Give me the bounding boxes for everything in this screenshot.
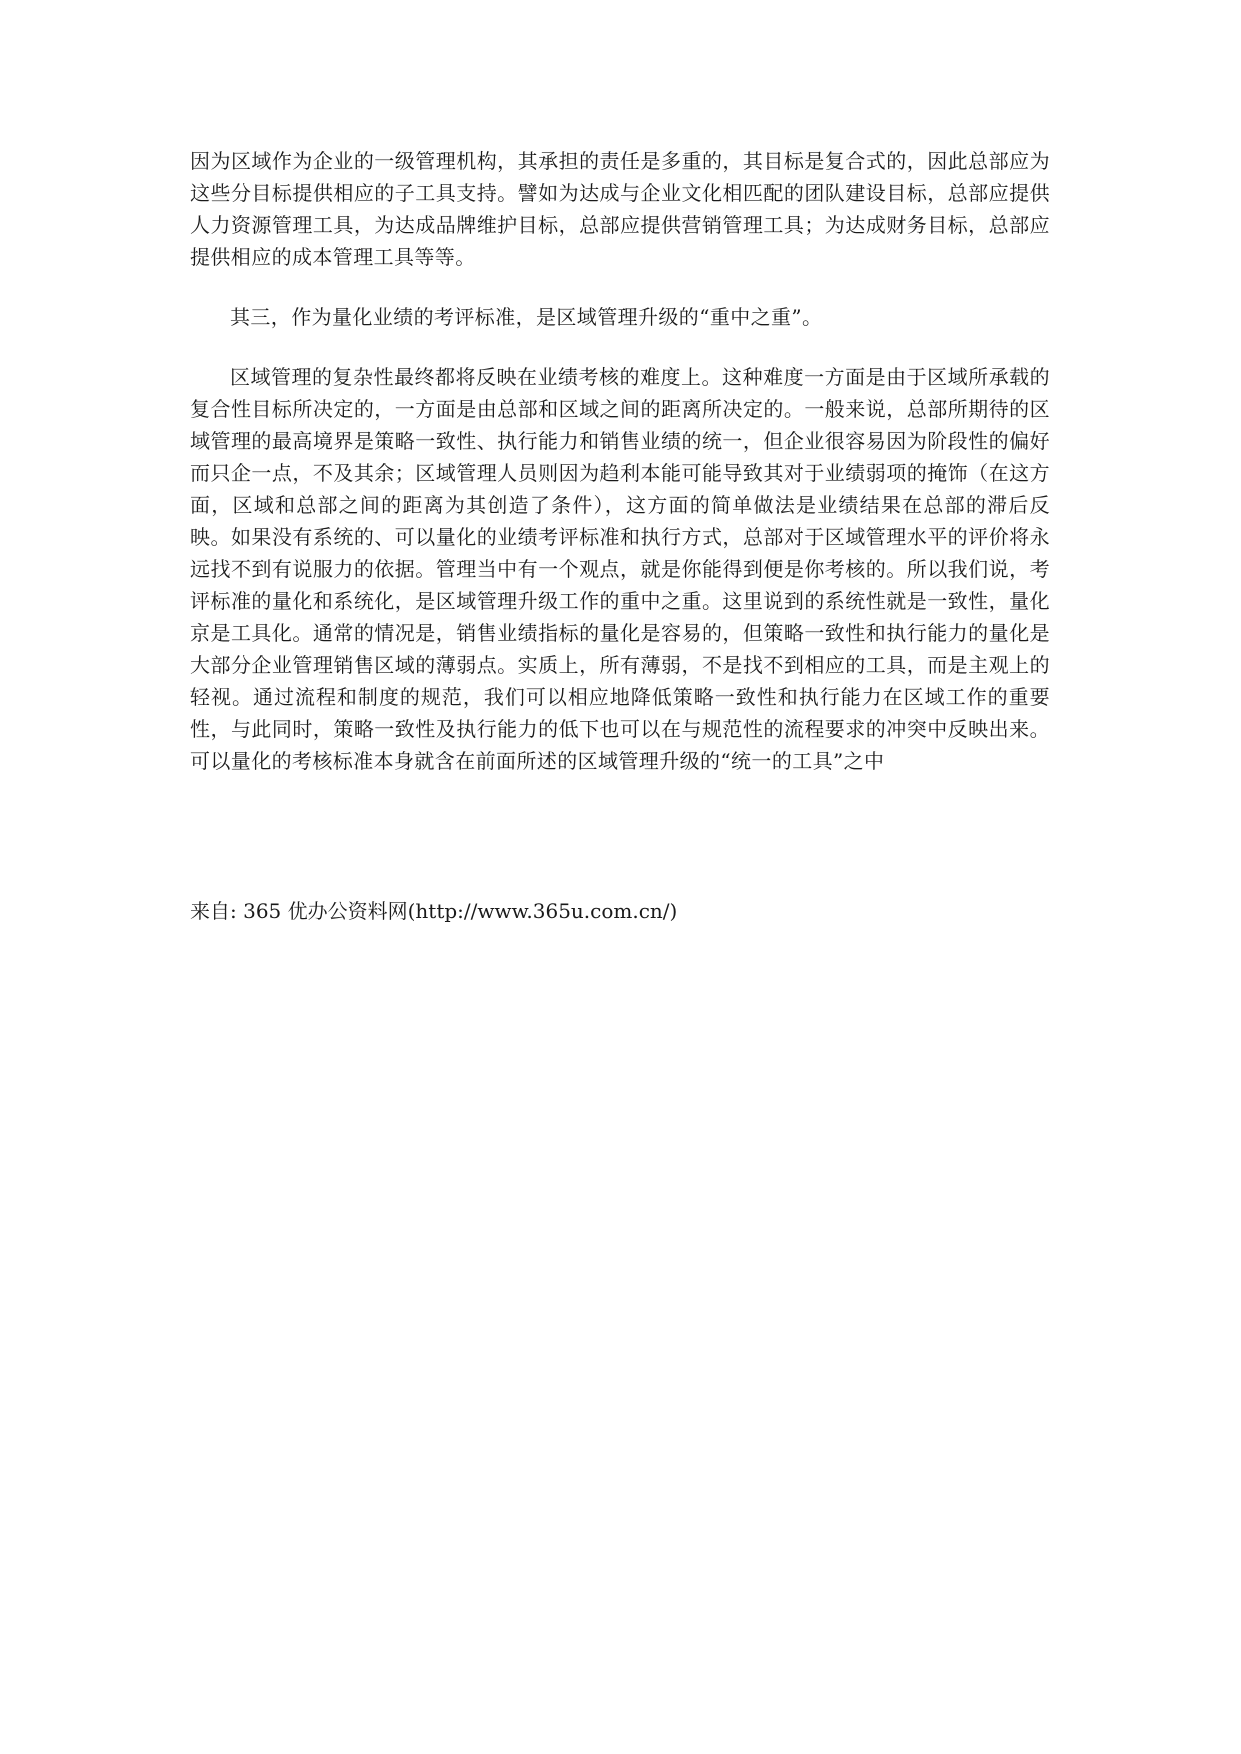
paragraph-performance-assessment: 区域管理的复杂性最终都将反映在业绩考核的难度上。这种难度一方面是由于区域所承载的复合性目标所决定的，一方面是由总部和区域之间的距离所决定的。一般来说，总部所期待的区域管理的最高境界是策略一致性、执行能力和销售业绩的统一，但企业很容易因为阶段性的偏好而只企一点，不及其余；区域管理人员则因为趋利本能可能导致其对于业绩弱项的掩饰（在这方面，区域和总部之间的距离为其创造了条件），这方面的简单做法是业绩结果在总部的滞后反映。如果没有系统的、可以量化的业绩考评标准和执行方式，总部对于区域管理水平的评价将永远找不到有说服力的依据。管理当中有一个观点，就是你能得到便是你考核的。所以我们说，考评标准的量化和系统化，是区域管理升级工作的重中之重。这里说到的系统性就是一致性，量化京是工具化。通常的情况是，销售业绩指标的量化是容易的，但策略一致性和执行能力的量化是大部分企业管理销售区域的薄弱点。实质上，所有薄弱，不是找不到相应的工具，而是主观上的轻视。通过流程和制度的规范，我们可以相应地降低策略一致性和执行能力在区域工作的重要性，与此同时，策略一致性及执行能力的低下也可以在与规范性的流程要求的冲突中反映出来。可以量化的考核标准本身就含在前面所述的区域管理升级的“统一的工具”之中 [190, 365, 1050, 773]
document-body [190, 145, 1050, 777]
source-attribution: 来自: 365 优办公资料网(http://www.365u.com.cn/) [190, 899, 678, 923]
paragraph-point-three-heading: 其三，作为量化业绩的考评标准，是区域管理升级的“重中之重”。 [230, 305, 823, 329]
paragraph-tool-support: 因为区域作为企业的一级管理机构，其承担的责任是多重的，其目标是复合式的，因此总部应为这些分目标提供相应的子工具支持。譬如为达成与企业文化相匹配的团队建设目标，总部应提供人力资源管理工具，为达成品牌维护目标，总部应提供营销管理工具；为达成财务目标，总部应提供相应的成本管理工具等等。 [190, 149, 1050, 269]
